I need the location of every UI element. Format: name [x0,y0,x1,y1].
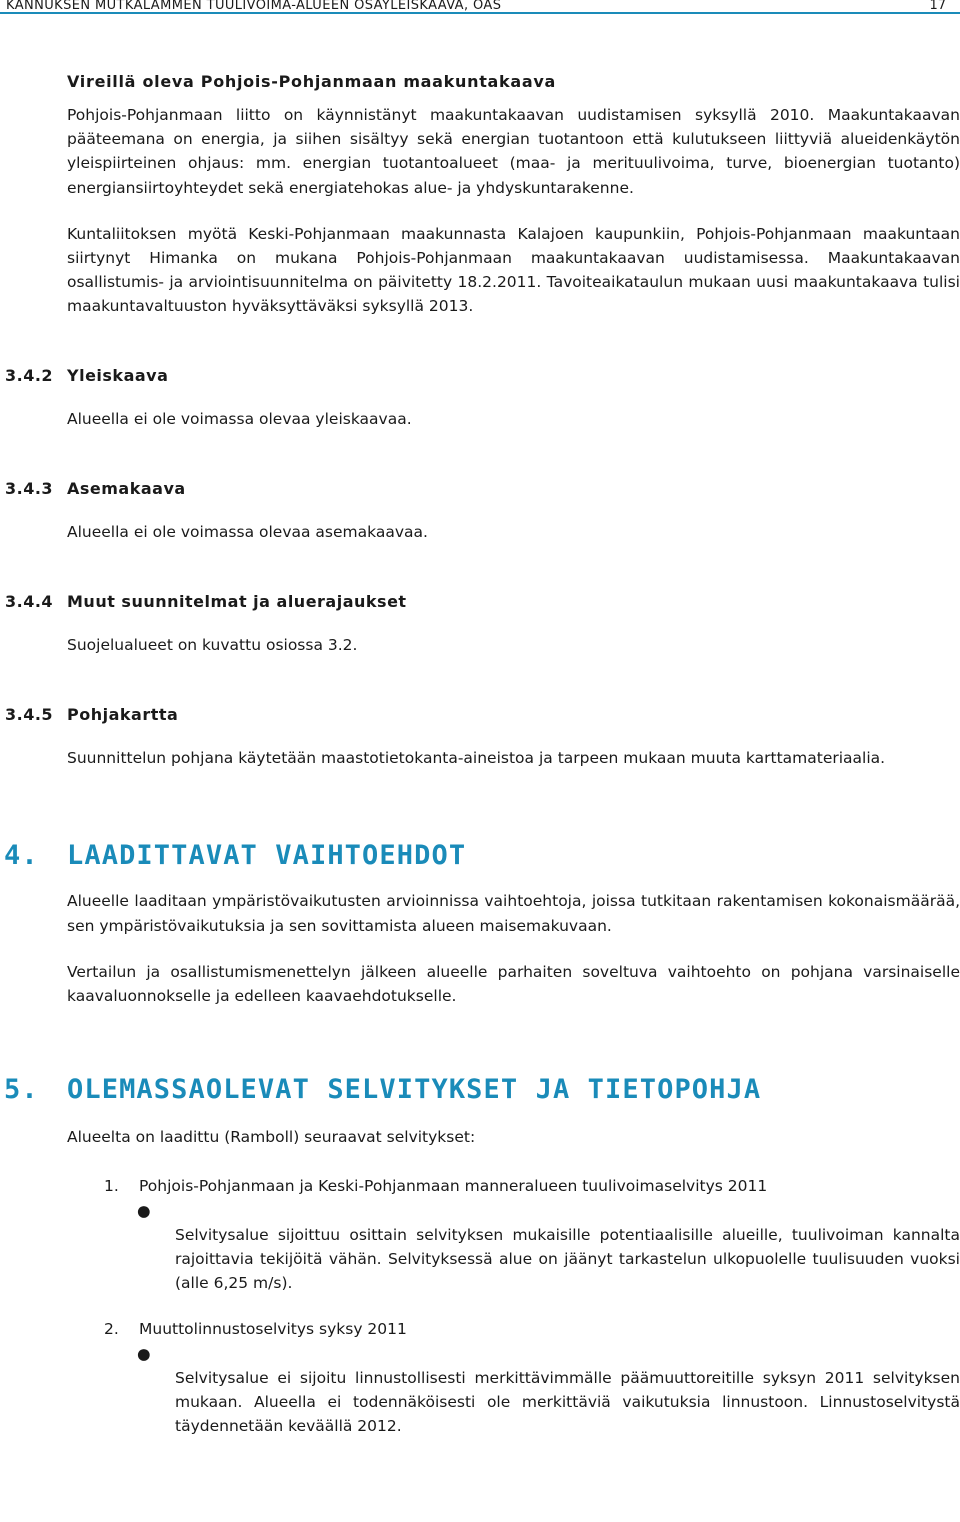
section-3-4-3-number: 3.4.3 [5,478,54,498]
document-title: KANNUKSEN MUTKALAMMEN TUULIVOIMA-ALUEEN OSAYLEISKAAVA, OAS [6,0,502,13]
list-item-title: Pohjois-Pohjanmaan ja Keski-Pohjanmaan manneralueen tuulivoimaselvitys 2011 [139,1177,768,1196]
section-3-4-3-text: Alueella ei ole voimassa olevaa asemakaavaa. [67,522,428,541]
section-4-heading [4,840,960,872]
section-3-4-2-number: 3.4.2 [5,365,54,385]
list-item-number: 1. [104,1177,119,1196]
page-number: 17 [929,0,946,13]
bullet-icon: ● [137,1344,151,1363]
section-4-paragraph-2: Vertailun ja osallistumismenettelyn jälkeen alueelle parhaiten soveltuva vaihtoehto on pohjana varsinaiselle kaavaluonnokselle ja edelleen kaavaehdotukselle. [67,962,960,1006]
section-4-title: LAADITTAVAT VAIHTOEHDOT [67,840,467,872]
list-item-bullet-text: Selvitysalue sijoittuu osittain selvityksen mukaisille potentiaalisille alueille, tuulivoiman kannalta rajoittavia tekijöitä vähän. Selvityksessä alue on jäänyt tarkastelun ulkopuolelle tuulisuuden vuoksi (alle 6,25 m/s). [175,1225,960,1293]
section-3-4-5-heading [5,705,960,725]
section-3-4-5-title: Pohjakartta [67,705,179,725]
list-item-title: Muuttolinnustoselvitys syksy 2011 [139,1320,407,1339]
section-3-4-2-title: Yleiskaava [67,365,169,385]
page-header [0,0,960,14]
list-item-bullet [0,1199,960,1296]
section-3-4-4-text: Suojelualueet on kuvattu osiossa 3.2. [67,636,358,655]
section-3-4-4-title: Muut suunnitelmat ja aluerajaukset [67,592,407,612]
list-item-bullet-text: Selvitysalue ei sijoitu linnustollisesti merkittävimmälle päämuuttoreitille syksyn 2011 selvityksen mukaan. Alueella ei todennäköisesti ole merkittäviä vaikutuksia linnustoon. Linnustoselvitystä täydennetään keväällä 2012. [175,1368,960,1436]
section-3-4-3-heading [5,478,960,498]
section-3-4-5-text: Suunnittelun pohjana käytetään maastotietokanta-aineistoa ja tarpeen mukaan muuta karttamateriaalia. [67,749,886,768]
section-3-4-2-heading [5,365,960,385]
list-item-bullet [0,1342,960,1439]
list-item [0,1317,960,1341]
section-3-4-4-number: 3.4.4 [5,592,54,612]
section-5-number: 5. [4,1074,39,1106]
bullet-icon: ● [137,1201,151,1220]
section-3-4-4-heading [5,592,960,612]
list-item [0,1174,960,1198]
section-4-number: 4. [4,840,39,872]
list-item-number: 2. [104,1320,119,1339]
page-content [4,72,960,1438]
section-4-paragraph-1: Alueelle laaditaan ympäristövaikutusten arvioinnissa vaihtoehtoja, joissa tutkitaan rakentamisen kokonaismäärää, sen ympäristövaikutuksia ja sen sovittamista alueen maisemakuvaan. [67,892,960,935]
section-5-heading [4,1074,960,1106]
section-3-4-5-number: 3.4.5 [5,705,54,725]
section-5-intro: Alueelta on laadittu (Ramboll) seuraavat selvitykset: [67,1128,476,1147]
maakuntakaava-heading: Vireillä oleva Pohjois-Pohjanmaan maakuntakaava [67,72,557,91]
section-3-4-2-text: Alueella ei ole voimassa olevaa yleiskaavaa. [67,409,412,428]
section-5-title: OLEMASSAOLEVAT SELVITYKSET JA TIETOPOHJA [67,1074,762,1106]
maakuntakaava-paragraph-2: Kuntaliitoksen myötä Keski-Pohjanmaan maakunnasta Kalajoen kaupunkiin, Pohjois-Pohjanmaan maakuntaan siirtynyt Himanka on mukana Pohjois-Pohjanmaan maakuntakaavan uudistamisessa. Maakuntakaavan osallistumis- ja arviointisuunnitelma on päivitetty 18.2.2011. Tavoiteaikataulun mukaan uusi maakuntakaava tulisi maakuntavaltuuston hyväksyttäväksi syksyllä 2013. [67,224,960,316]
section-3-4-3-title: Asemakaava [67,478,186,498]
maakuntakaava-paragraph-1: Pohjois-Pohjanmaan liitto on käynnistänyt maakuntakaavan uudistamisen syksyllä 2010. Maakuntakaavan pääteemana on energia, ja siihen sisältyy sekä energian tuotantoon että kulutukseen liittyviä alueidenkäytön yleispiirteinen ohjaus: mm. energian tuotantoalueet (maa- ja merituulivoima, turve, bioenergian tuotanto) energiansiirtoyhteydet sekä energiatehokas alue- ja yhdyskuntarakenne. [67,106,960,197]
